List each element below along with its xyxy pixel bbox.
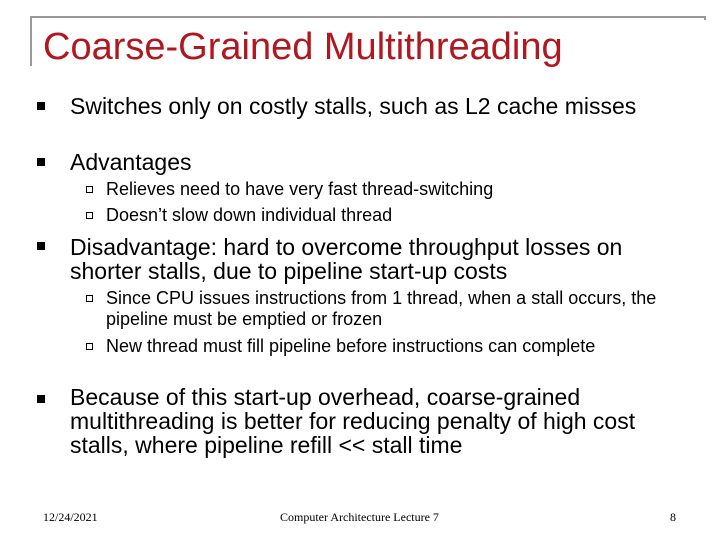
bullet-square-icon <box>37 102 45 110</box>
footer-course: Computer Architecture Lecture 7 <box>280 510 439 524</box>
bullet-square-icon <box>37 242 45 250</box>
bullet-text-4: Because of this start-up overhead, coarse-grained multithreading is better for reducing penalty of high cost stalls, where pipeline refill << stall time <box>70 384 636 458</box>
sub-bullet-text-3-1: Since CPU issues instructions from 1 thread, when a stall occurs, the pipeline must be emptied or frozen <box>106 288 657 329</box>
sub-bullet-text-2-1: Relieves need to have very fast thread-switching <box>106 179 494 199</box>
title-frame-top-line <box>30 16 706 18</box>
sub-bullet-hollow-square-icon <box>86 186 93 193</box>
bullet-text-1: Switches only on costly stalls, such as L2 cache misses <box>70 93 637 119</box>
slide-title: Coarse-Grained Multithreading <box>43 26 563 68</box>
footer-page-number: 8 <box>670 510 676 524</box>
bullet-square-icon <box>37 158 45 166</box>
sub-bullet-text-3-2: New thread must fill pipeline before instructions can complete <box>106 336 596 356</box>
sub-bullet-hollow-square-icon <box>86 295 93 302</box>
sub-bullet-hollow-square-icon <box>86 343 93 350</box>
footer-date: 12/24/2021 <box>43 510 98 524</box>
title-frame-left-line <box>30 16 32 66</box>
bullet-text-3: Disadvantage: hard to overcome throughput losses on shorter stalls, due to pipeline start-up costs <box>70 234 623 284</box>
bullet-text-2: Advantages <box>70 149 192 175</box>
sub-bullet-hollow-square-icon <box>86 212 93 219</box>
title-frame-right-tick <box>704 16 706 20</box>
sub-bullet-text-2-2: Doesn’t slow down individual thread <box>106 205 393 225</box>
bullet-square-icon <box>37 395 45 403</box>
